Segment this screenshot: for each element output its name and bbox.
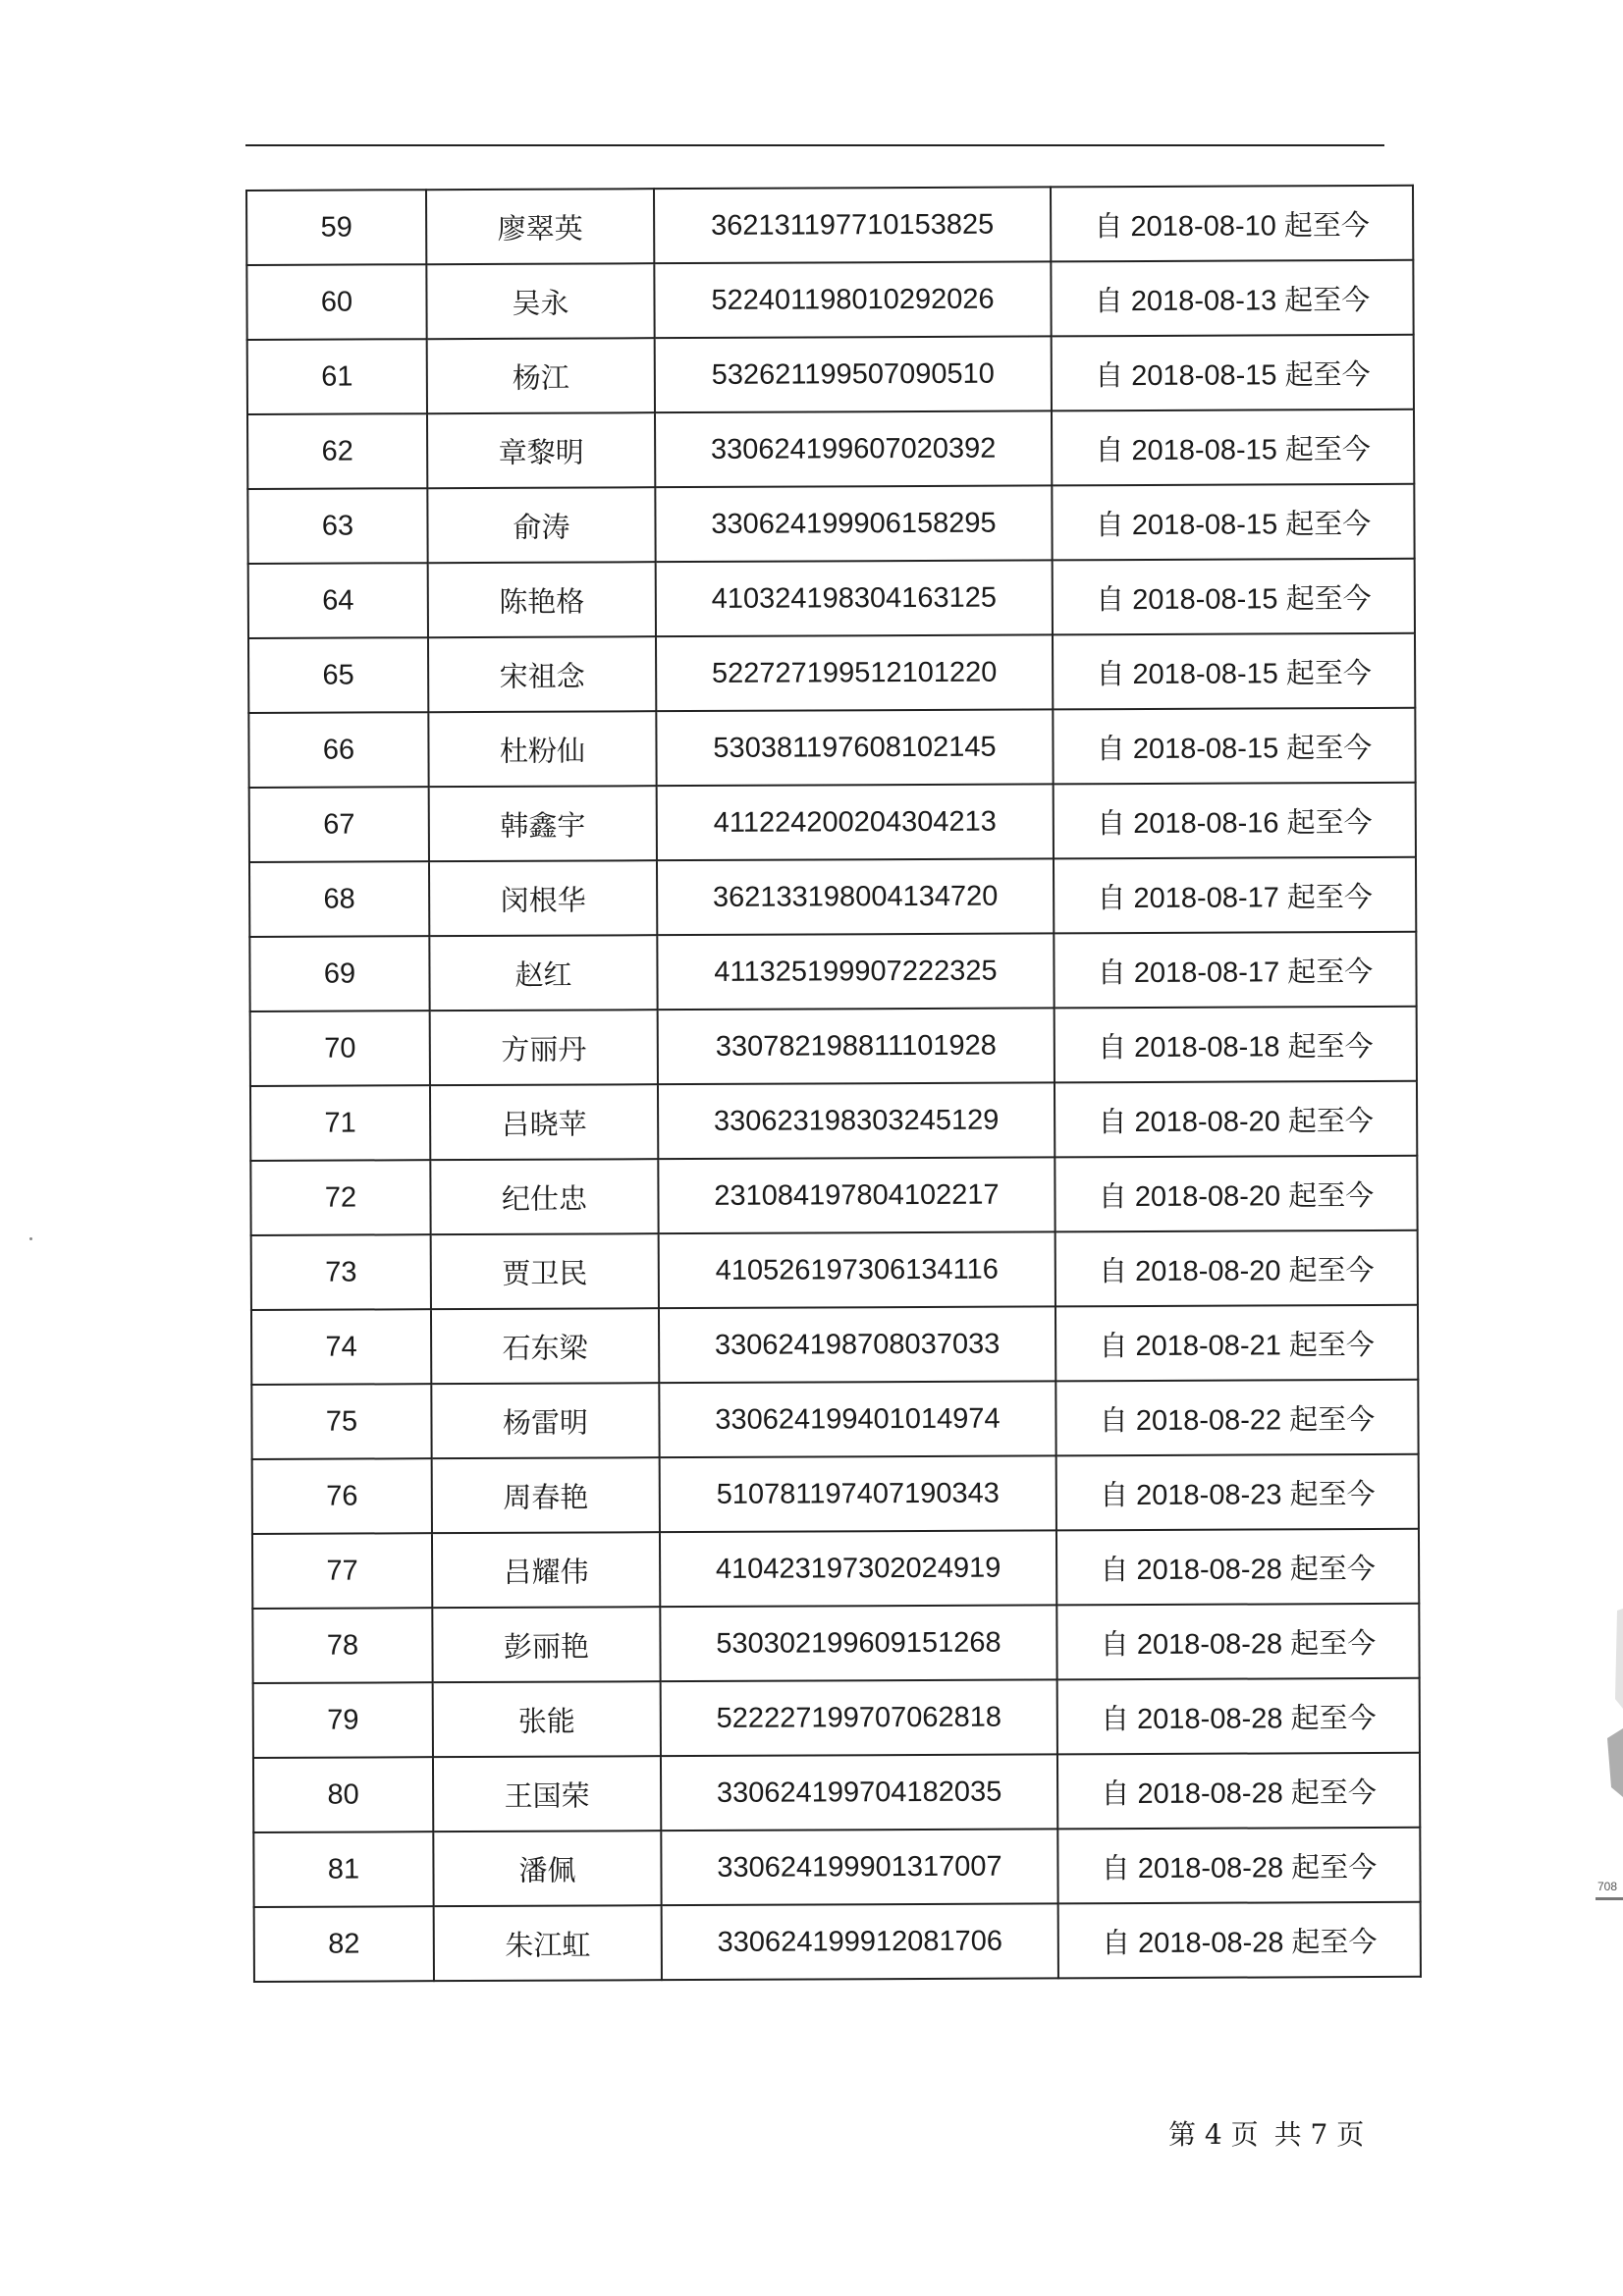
table-row	[253, 1828, 1420, 1907]
id-number-cell: 410324198304163125	[656, 560, 1053, 636]
row-number-cell: 68	[249, 861, 429, 937]
table-row	[247, 484, 1414, 564]
row-number-cell: 67	[249, 787, 429, 862]
page-number-total: 共 7 页	[1273, 2118, 1365, 2151]
table-row	[252, 1604, 1419, 1683]
name-cell: 彭丽艳	[432, 1607, 660, 1682]
table-row	[247, 335, 1414, 414]
table-row	[249, 783, 1416, 862]
row-number-cell: 79	[253, 1682, 433, 1758]
id-number-cell: 411325199907222325	[657, 933, 1054, 1010]
id-number-cell: 411224200204304213	[657, 784, 1054, 860]
id-number-cell: 510781197407190343	[660, 1455, 1056, 1532]
name-cell: 王国荣	[433, 1756, 661, 1831]
name-cell: 廖翠英	[426, 189, 654, 264]
name-cell: 潘佩	[433, 1831, 661, 1906]
period-cell: 自 2018-08-28 起至今	[1056, 1604, 1419, 1680]
name-cell: 吕耀伟	[432, 1532, 660, 1608]
period-cell: 自 2018-08-28 起至今	[1057, 1753, 1420, 1830]
name-cell: 宋祖念	[428, 636, 656, 712]
id-number-cell: 330624199906158295	[655, 485, 1052, 562]
row-number-cell: 64	[248, 563, 428, 638]
period-cell: 自 2018-08-15 起至今	[1052, 335, 1414, 411]
row-number-cell: 63	[247, 488, 427, 564]
name-cell: 纪仕忠	[430, 1159, 658, 1234]
period-cell: 自 2018-08-23 起至今	[1056, 1454, 1419, 1531]
row-number-cell: 82	[254, 1906, 434, 1982]
table-row	[246, 260, 1413, 340]
period-cell: 自 2018-08-28 起至今	[1058, 1902, 1421, 1979]
id-number-cell: 522401198010292026	[654, 261, 1051, 338]
row-number-cell: 70	[250, 1011, 430, 1086]
name-cell: 石东梁	[431, 1308, 659, 1384]
row-number-cell: 60	[246, 264, 426, 340]
table-row	[251, 1230, 1418, 1310]
row-number-cell: 77	[252, 1533, 432, 1609]
period-cell: 自 2018-08-10 起至今	[1051, 186, 1413, 262]
period-cell: 自 2018-08-15 起至今	[1052, 484, 1414, 561]
table-row	[249, 857, 1416, 937]
row-number-cell: 74	[251, 1309, 431, 1385]
name-cell: 杜粉仙	[428, 711, 656, 787]
row-number-cell: 59	[246, 190, 426, 265]
name-cell: 杨雷明	[431, 1383, 659, 1458]
id-number-cell: 231084197804102217	[658, 1157, 1055, 1233]
period-cell: 自 2018-08-28 起至今	[1057, 1678, 1420, 1755]
table-row	[246, 186, 1413, 265]
period-cell: 自 2018-08-16 起至今	[1054, 783, 1416, 859]
id-number-cell: 522727199512101220	[656, 634, 1053, 711]
name-cell: 方丽丹	[430, 1010, 658, 1085]
row-number-cell: 65	[248, 637, 428, 713]
table-row	[250, 1156, 1417, 1235]
header-rule	[245, 144, 1384, 146]
id-number-cell: 362131197710153825	[654, 187, 1051, 263]
table-row	[250, 1007, 1417, 1086]
period-cell: 自 2018-08-20 起至今	[1055, 1230, 1418, 1307]
period-cell: 自 2018-08-17 起至今	[1054, 932, 1416, 1009]
roster-table-container	[245, 185, 1420, 1983]
row-number-cell: 71	[250, 1085, 430, 1161]
stamp-fragment-text: 708	[1597, 1880, 1618, 1893]
id-number-cell: 330624199704182035	[661, 1754, 1057, 1831]
id-number-cell: 530381197608102145	[656, 709, 1053, 786]
row-number-cell: 73	[251, 1234, 431, 1310]
row-number-cell: 78	[252, 1608, 432, 1683]
id-number-cell: 330624198708037033	[659, 1306, 1055, 1383]
row-number-cell: 72	[250, 1160, 430, 1235]
roster-table-body	[246, 186, 1421, 1982]
name-cell: 周春艳	[432, 1457, 660, 1533]
id-number-cell: 330624199401014974	[659, 1381, 1055, 1457]
name-cell: 章黎明	[427, 412, 655, 488]
name-cell: 朱江虹	[434, 1905, 662, 1981]
id-number-cell: 522227199707062818	[661, 1679, 1057, 1756]
row-number-cell: 81	[253, 1831, 433, 1907]
id-number-cell: 330623198303245129	[658, 1082, 1055, 1159]
page-footer	[1168, 2113, 1364, 2153]
period-cell: 自 2018-08-21 起至今	[1055, 1305, 1418, 1382]
name-cell: 陈艳格	[428, 562, 656, 637]
id-number-cell: 330624199912081706	[662, 1903, 1058, 1980]
id-number-cell: 330782198811101928	[658, 1008, 1055, 1084]
period-cell: 自 2018-08-28 起至今	[1056, 1529, 1419, 1606]
row-number-cell: 62	[247, 413, 427, 489]
page-number-current: 第 4 页	[1168, 2118, 1259, 2151]
row-number-cell: 75	[251, 1384, 431, 1459]
period-cell: 自 2018-08-17 起至今	[1054, 857, 1416, 934]
id-number-cell: 530302199609151268	[660, 1605, 1056, 1681]
table-row	[254, 1902, 1421, 1982]
row-number-cell: 76	[252, 1458, 432, 1534]
table-row	[250, 1081, 1417, 1161]
period-cell: 自 2018-08-18 起至今	[1055, 1007, 1417, 1083]
name-cell: 赵红	[429, 935, 657, 1011]
id-number-cell: 532621199507090510	[655, 336, 1052, 412]
row-number-cell: 66	[248, 712, 428, 788]
table-row	[251, 1380, 1418, 1459]
name-cell: 吴永	[426, 263, 654, 339]
id-number-cell: 362133198004134720	[657, 858, 1054, 935]
period-cell: 自 2018-08-15 起至今	[1053, 633, 1415, 710]
row-number-cell: 69	[249, 936, 429, 1011]
period-cell: 自 2018-08-13 起至今	[1051, 260, 1413, 337]
table-row	[252, 1454, 1419, 1534]
period-cell: 自 2018-08-20 起至今	[1055, 1081, 1417, 1158]
table-row	[253, 1678, 1420, 1758]
period-cell: 自 2018-08-20 起至今	[1055, 1156, 1417, 1232]
table-row	[248, 633, 1415, 713]
period-cell: 自 2018-08-28 起至今	[1057, 1828, 1420, 1904]
table-row	[251, 1305, 1418, 1385]
name-cell: 张能	[433, 1681, 661, 1757]
period-cell: 自 2018-08-15 起至今	[1052, 410, 1414, 486]
table-row	[249, 932, 1416, 1011]
table-row	[247, 410, 1414, 489]
stamp-fragment	[1596, 1591, 1623, 1915]
name-cell: 俞涛	[427, 487, 655, 563]
name-cell: 闵根华	[429, 860, 657, 936]
period-cell: 自 2018-08-15 起至今	[1053, 559, 1415, 635]
id-number-cell: 410526197306134116	[659, 1231, 1055, 1308]
scan-speck	[29, 1237, 32, 1240]
period-cell: 自 2018-08-22 起至今	[1055, 1380, 1418, 1456]
row-number-cell: 61	[247, 339, 427, 414]
table-row	[248, 559, 1415, 638]
name-cell: 杨江	[427, 338, 655, 413]
row-number-cell: 80	[253, 1757, 433, 1832]
table-row	[248, 708, 1415, 788]
id-number-cell: 410423197302024919	[660, 1530, 1056, 1607]
table-row	[252, 1529, 1419, 1609]
table-row	[253, 1753, 1420, 1832]
id-number-cell: 330624199901317007	[661, 1829, 1057, 1905]
id-number-cell: 330624199607020392	[655, 410, 1052, 487]
name-cell: 贾卫民	[431, 1233, 659, 1309]
name-cell: 韩鑫宇	[429, 786, 657, 861]
name-cell: 吕晓苹	[430, 1084, 658, 1160]
period-cell: 自 2018-08-15 起至今	[1053, 708, 1415, 785]
roster-table	[245, 185, 1422, 1983]
